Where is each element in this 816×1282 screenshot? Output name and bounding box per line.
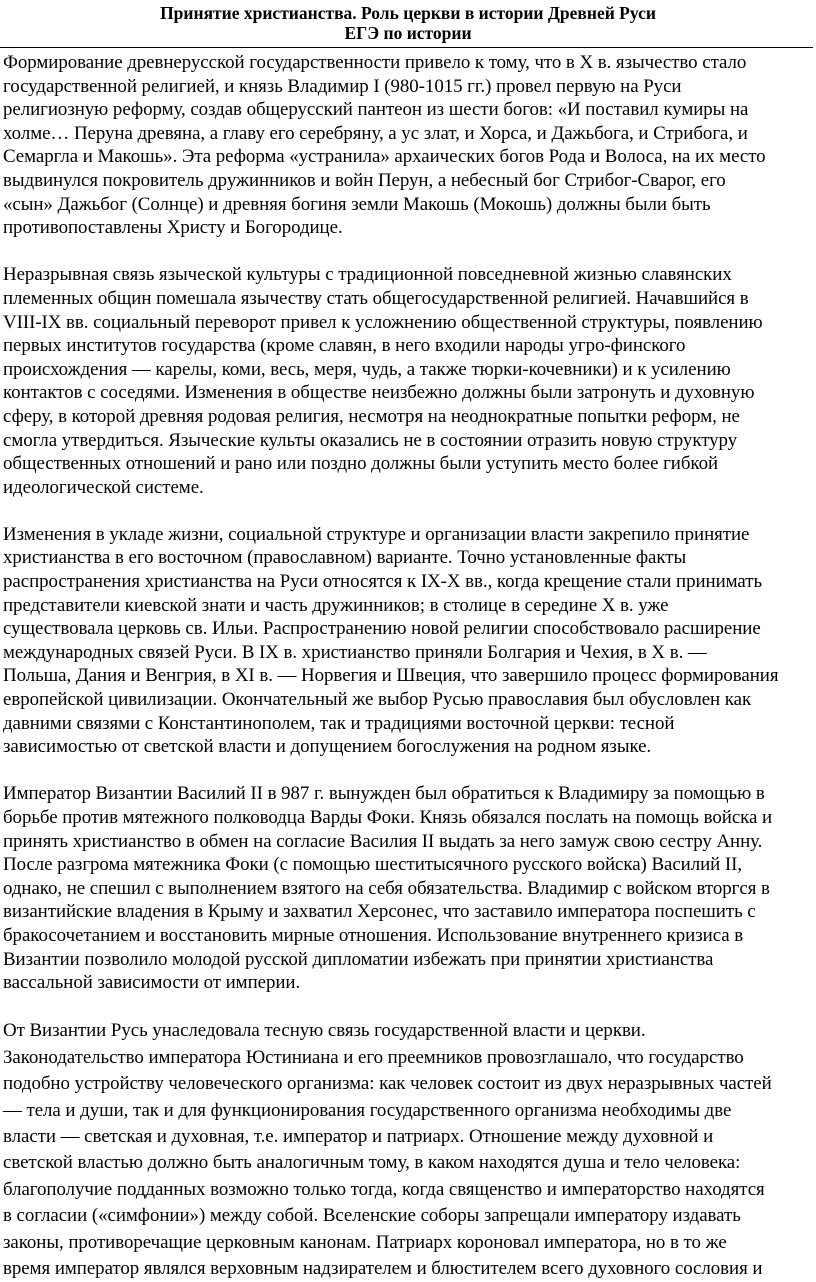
text-line: подобно устройству человеческого организма: как человек состоит из двух неразрывных частей <box>3 1073 772 1095</box>
text-line: — тела и души, так и для функционирования государственного организма необходимы две <box>3 1099 732 1121</box>
text-line: международных связей Руси. В IX в. христианство приняли Болгария и Чехия, в X в. — <box>3 641 707 663</box>
text-line: законы, противоречащие церковным канонам. Патриарх короновал императора, но в то же <box>3 1231 727 1253</box>
text-line: религиозную реформу, создав общерусский пантеон из шести богов: «И поставил кумиры на <box>3 99 749 121</box>
text-line: сферу, в которой древняя родовая религия, несмотря на неоднократные попытки реформ, не <box>3 405 740 427</box>
text-line: общественных отношений и рано или поздно должны были уступить место более гибкой <box>3 453 719 475</box>
text-line: Неразрывная связь языческой культуры с традиционной повседневной жизнью славянских <box>3 264 732 286</box>
text-line: существовала церковь св. Ильи. Распространению новой религии способствовало расширение <box>3 618 761 640</box>
paragraph-gap <box>3 995 815 1019</box>
text-line: происхождения — карелы, коми, весь, меря, чудь, а также тюрки-кочевники) и к усилению <box>3 358 731 380</box>
document-title <box>0 0 816 43</box>
text-line: зависимостью от светской власти и допущением богослужения на родном языке. <box>3 736 652 758</box>
title-line-main: Принятие христианства. Роль церкви в истории Древней Руси <box>160 3 656 23</box>
paragraph-pagan-culture <box>3 263 815 499</box>
text-line: «сын» Дажьбог (Солнце) и древняя богиня земли Макошь (Мокошь) должны были быть <box>3 193 711 215</box>
paragraph-gap <box>3 240 815 264</box>
text-line: распространения христианства на Руси относятся к IX-X вв., когда крещение стали принимать <box>3 571 763 593</box>
text-line: представители киевской знати и часть дружинников; в столице в середине X в. уже <box>3 594 669 616</box>
text-line: борьбе против мятежного полководца Варды Фоки. Князь обязался послать на помощь войска и <box>3 807 773 828</box>
text-line: Семаргла и Макошь». Эта реформа «устранила» архаических богов Рода и Волоса, на их место <box>3 146 766 168</box>
text-line: государственной религией, и князь Владимир I (980-1015 гг.) провел первую на Руси <box>3 75 682 97</box>
text-line: племенных общин помешала язычеству стать общегосударственной религией. Начавшийся в <box>3 287 749 309</box>
paragraph-gap <box>3 499 815 523</box>
text-line: холме… Перуна древяна, а главу его серебряну, а ус злат, и Хорса, и Дажьбога, и Стрибога, и <box>3 122 748 144</box>
text-line: принять христианство в обмен на согласие Василия II выдать за него замуж свою сестру Анну. <box>3 830 763 852</box>
text-line: вассальной зависимости от империи. <box>3 972 301 994</box>
text-line: Польша, Дания и Венгрия, в XI в. — Норвегия и Швеция, что завершило процесс формирования <box>3 665 779 687</box>
text-line: Император Византии Василий II в 987 г. вынужден был обратиться к Владимиру за помощью в <box>3 783 765 805</box>
text-line: смогла утвердиться. Языческие культы оказались не в состоянии отразить новую структуру <box>3 429 738 451</box>
text-line: христианства в его восточном (православном) варианте. Точно установленные факты <box>3 547 687 569</box>
text-line: благополучие подданных возможно только тогда, когда священство и императорство находятся <box>3 1178 765 1200</box>
text-line: После разгрома мятежника Фоки (с помощью шеститысячного русского войска) Василий II, <box>3 854 743 876</box>
title-line-sub: ЕГЭ по истории <box>344 23 472 43</box>
text-line: в согласии («симфонии») между собой. Вселенские соборы запрещали императору издавать <box>3 1205 741 1227</box>
paragraph-gap <box>3 759 815 783</box>
text-line: однако, не спешил с выполнением взятого на себя обязательства. Владимир с войском вторгся в <box>3 877 770 899</box>
paragraph-pagan-reform <box>3 51 815 240</box>
text-line: власти — светская и духовная, т.е. император и патриарх. Отношение между духовной и <box>3 1125 714 1147</box>
paragraph-church-state <box>3 1018 815 1282</box>
text-line: бракосочетанием и восстановить мирные отношения. Использование внутреннего кризиса в <box>3 924 744 946</box>
text-line: противопоставлены Христу и Богородице. <box>3 217 343 239</box>
text-line: идеологической системе. <box>3 476 204 498</box>
paragraph-byzantine-emperor <box>3 782 815 994</box>
text-line: первых институтов государства (кроме славян, в него входили народы угро-финского <box>3 335 686 357</box>
text-line: европейской цивилизации. Окончательный же выбор Русью православия был обусловлен как <box>3 689 752 711</box>
text-line: Формирование древнерусской государственности привело к тому, что в X в. язычество стало <box>3 52 747 73</box>
text-line: контактов с соседями. Изменения в обществе неизбежно должны были затронуть и духовную <box>3 382 755 404</box>
text-line: византийские владения в Крыму и захватил Херсонес, что заставило императора поспешить с <box>3 901 756 923</box>
text-line: От Византии Русь унаследовала тесную связь государственной власти и церкви. <box>3 1020 646 1042</box>
document-body <box>3 51 815 1282</box>
text-line: светской властью должно быть аналогичным тому, в каком находятся душа и тело человека: <box>3 1152 741 1174</box>
text-line: выдвинулся покровитель дружинников и войн Перун, а небесный бог Стрибог-Сварог, его <box>3 169 726 191</box>
text-line: давними связями с Константинополем, так и традициями восточной церкви: тесной <box>3 712 675 734</box>
title-divider <box>0 47 813 48</box>
text-line: Изменения в укладе жизни, социальной структуре и организации власти закрепило принятие <box>3 523 750 545</box>
text-line: время император являлся верховным надзирателем и блюстителем всего духовного сословия и <box>3 1258 763 1279</box>
paragraph-christianity-adoption <box>3 523 815 759</box>
text-line: VIII-IX вв. социальный переворот привел к усложнению общественной структуры, появлению <box>3 311 763 333</box>
text-line: Византии позволило молодой русской дипломатии избежать при принятии христианства <box>3 948 714 970</box>
text-line: Законодательство императора Юстиниана и его преемников провозглашало, что государство <box>3 1046 744 1068</box>
